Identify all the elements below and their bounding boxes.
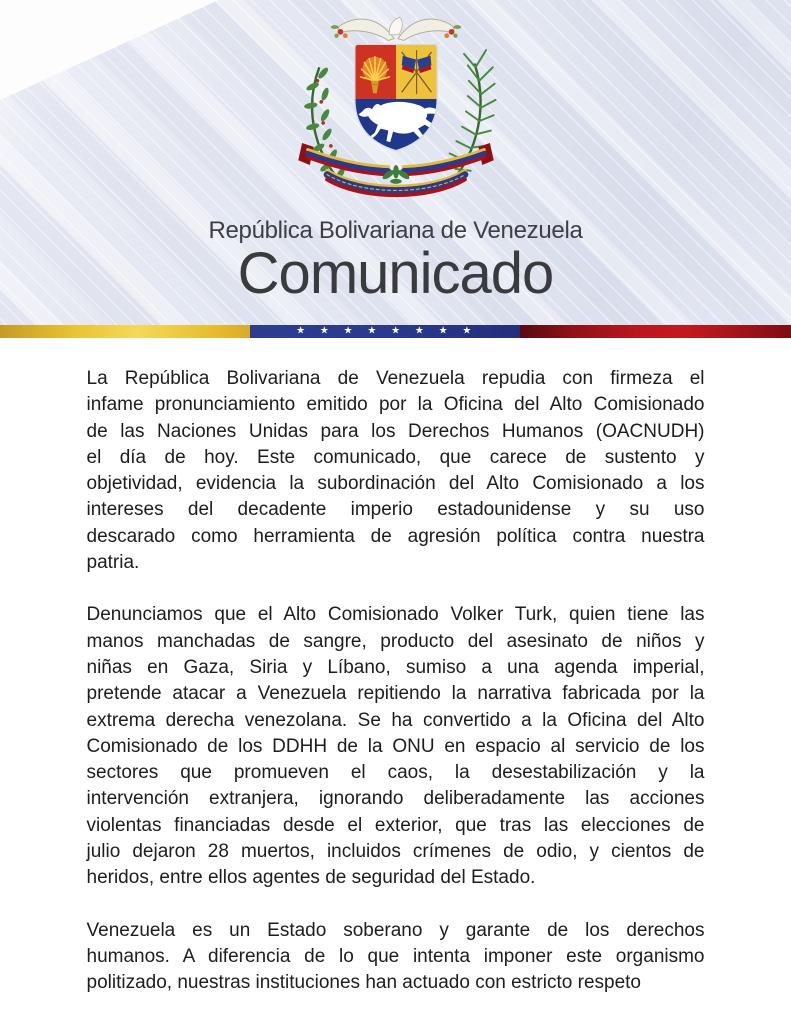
flag-divider — [0, 325, 791, 338]
text-line: de las Naciones Unidas para los Derechos Humanos (OACNUDH) — [86, 420, 705, 442]
flag-yellow-band — [0, 325, 250, 338]
text-line: intervención extranjera, ignorando deliberadamente las acciones — [86, 788, 705, 810]
text-line: Venezuela es un Estado soberano y garante de los derechos — [86, 919, 705, 941]
flag-stars: ★ ★ ★ ★ ★ ★ ★ ★ — [296, 325, 475, 336]
text-line: politizado, nuestras instituciones han actuado con estricto respeto — [86, 972, 641, 994]
text-line: La República Bolivariana de Venezuela repudia con firmeza el — [86, 368, 705, 389]
text-line: extrema derecha venezolana. Se ha convertido a la Oficina del Alto — [86, 709, 705, 731]
header-content — [0, 0, 791, 325]
text-line: Comisionado de los DDHH de la ONU en espacio al servicio de los — [86, 735, 705, 757]
flag-blue-band — [250, 325, 521, 338]
flag-red-band — [520, 325, 791, 338]
paragraph — [87, 366, 705, 576]
text-line: el día de hoy. Este comunicado, que carece de sustento y — [86, 446, 705, 468]
country-title: República Bolivariana de Venezuela — [208, 217, 583, 244]
text-line: violentas financiadas desde el exterior, que tras las elecciones de — [86, 814, 705, 836]
document-title: Comunicado — [237, 241, 554, 307]
venezuela-coat-of-arms-icon — [278, 6, 514, 212]
text-line: humanos. A diferencia de lo que intenta imponer este organismo — [86, 945, 705, 967]
document-header — [0, 0, 791, 338]
text-line: julio dejaron 28 muertos, incluidos crímenes de odio, y cientos de — [86, 841, 705, 863]
text-line: intereses del decadente imperio estadounidense y su uso — [86, 499, 705, 521]
text-line: descarado como herramienta de agresión política contra nuestra — [86, 525, 705, 547]
text-line: objetividad, evidencia la subordinación del Alto Comisionado a los — [86, 473, 705, 495]
shield — [354, 44, 440, 154]
text-line: sectores que promueven el caos, la desestabilización y la — [86, 762, 705, 784]
paragraph — [87, 918, 705, 997]
text-line: infame pronunciamiento emitido por la Oficina del Alto Comisionado — [86, 394, 705, 416]
paragraph — [87, 602, 705, 891]
text-line: patria. — [86, 552, 140, 574]
text-line: pretende atacar a Venezuela repitiendo la narrativa fabricada por la — [86, 683, 705, 705]
cornucopias — [330, 17, 460, 40]
text-line: manos manchadas de sangre, producto del asesinato de niños y — [86, 630, 705, 652]
document-body — [87, 338, 705, 997]
text-line: heridos, entre ellos agentes de seguridad del Estado. — [86, 867, 536, 889]
text-line: niñas en Gaza, Siria y Líbano, sumiso a una agenda imperial, — [86, 656, 705, 678]
text-line: Denunciamos que el Alto Comisionado Volker Turk, quien tiene las — [86, 604, 705, 626]
